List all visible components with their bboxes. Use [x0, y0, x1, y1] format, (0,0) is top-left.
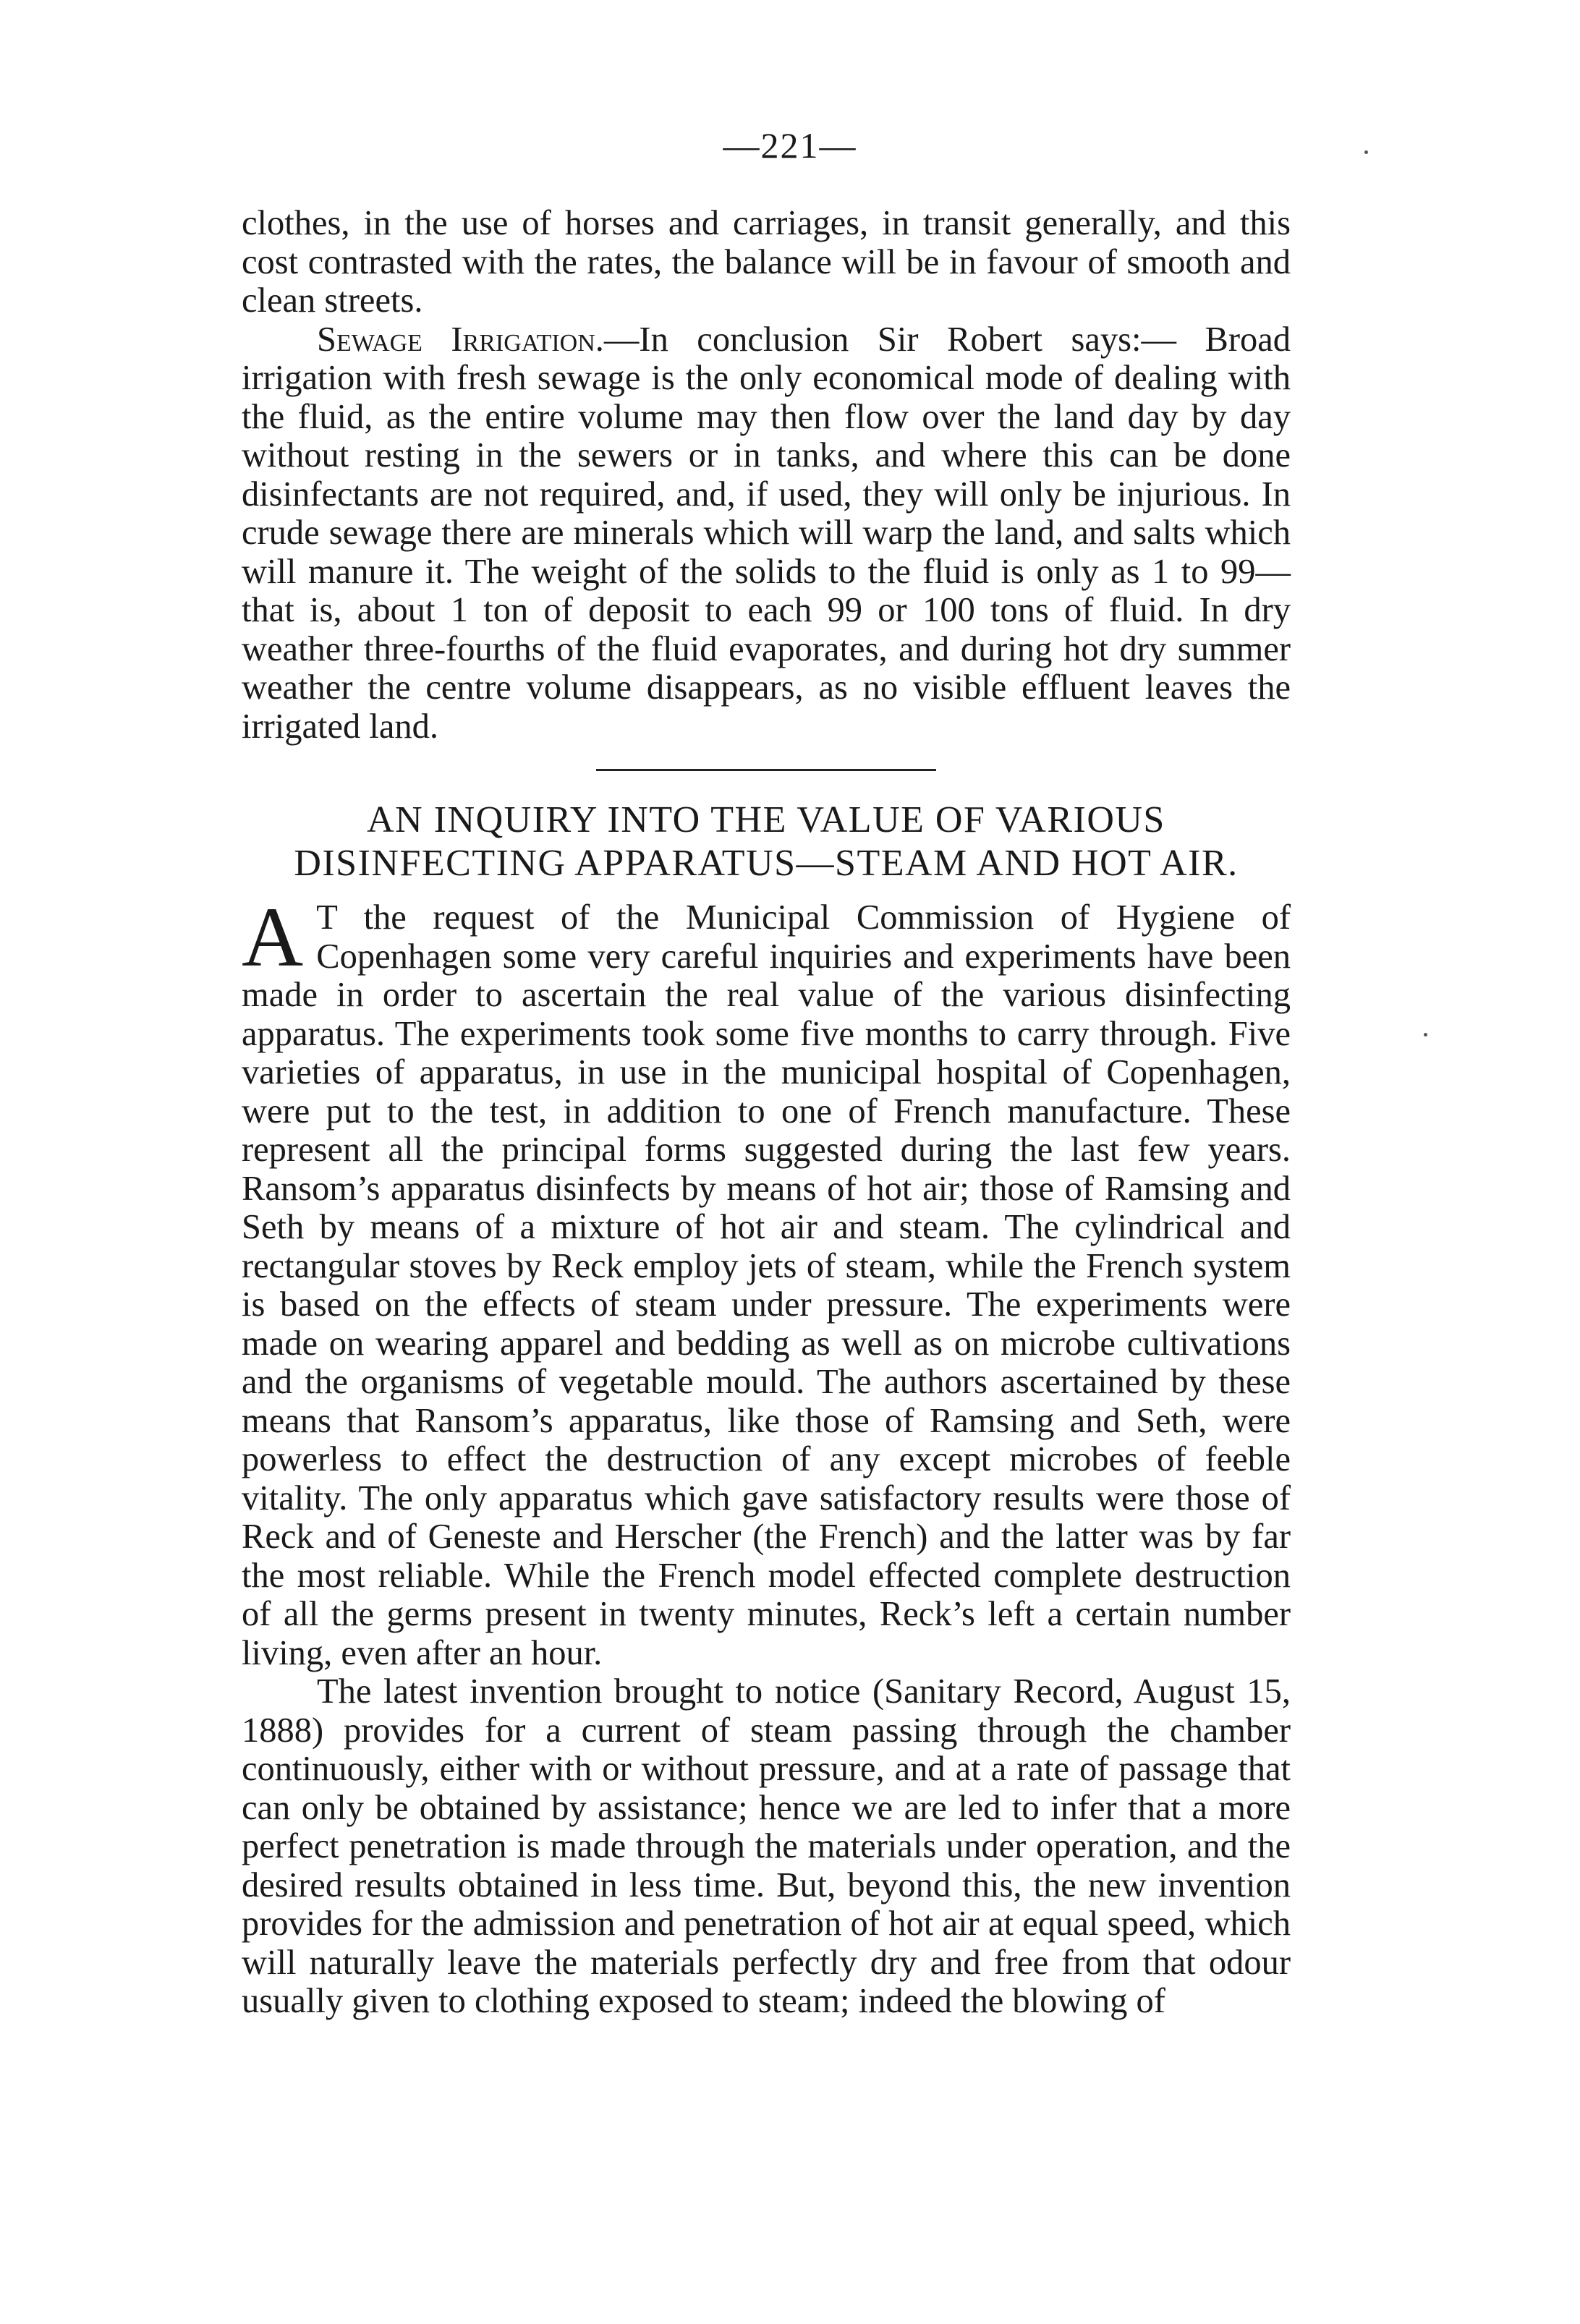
article-title: AN INQUIRY INTO THE VALUE OF VARIOUS DISINFECTING APPARATUS—STEAM AND HOT AIR.: [294, 799, 1239, 884]
article-paragraph-2: The latest invention brought to notice (Sanitary Record, August 15, 1888) provides for a current of steam passing through the chamber continuously, either with or without pressure, and at a rate of passage that can only be obtained by assistance; hence we are led to infer that a more perfect penetration is made through the materials under operation, and the desired results obtained in less time. But, beyond this, the new invention provides for the admission and penetration of hot air at equal speed, which will naturally leave the materials perfectly dry and free from that odour usually given to clothing exposed to steam; indeed the blowing of: [242, 1672, 1291, 2020]
scan-speck: [1424, 1033, 1427, 1037]
drop-cap: A: [242, 890, 304, 984]
scan-speck: [1364, 150, 1368, 154]
page-number: —221—: [723, 125, 857, 166]
text-column: [242, 204, 1291, 2021]
sewage-irrigation-text: —In conclusion Sir Robert says:— Broad irrigation with fresh sewage is the only economical mode of dealing with the fluid, as the entire volume may then flow over the land day by day without resting in the sewers or in tanks, and where this can be done disinfectants are not required, and, if used, they will only be injurious. In crude sewage there are minerals which will warp the land, and salts which will manure it. The weight of the solids to the fluid is only as 1 to 99—that is, about 1 ton of deposit to each 99 or 100 tons of fluid. In dry weather three-fourths of the fluid evaporates, and during hot dry summer weather the centre volume disappears, as no visible effluent leaves the irrigated land.: [242, 320, 1291, 746]
continuation-paragraph: clothes, in the use of horses and carriages, in transit generally, and this cost contrasted with the rates, the balance will be in favour of smooth and clean streets.: [242, 204, 1291, 320]
article-paragraph-1: [242, 890, 1291, 1672]
article-paragraph-1-text: T the request of the Municipal Commission of Hygiene of Copenhagen some very careful inquiries and experiments have been made in order to ascertain the real value of the various disinfecting apparatus. The experiments took some five months to carry through. Five varieties of apparatus, in use in the municipal hospital of Copenhagen, were put to the test, in addition to one of French manufacture. These represent all the principal forms suggested during the last few years. Ransom’s apparatus disinfects by means of hot air; those of Ramsing and Seth by means of a mixture of hot air and steam. The cylindrical and rectangular stoves by Reck employ jets of steam, while the French system is based on the effects of steam under pressure. The experiments were made on wearing apparel and bedding as well as on microbe cultivations and the organisms of vegetable mould. The authors ascertained by these means that Ransom’s apparatus, like those of Ramsing and Seth, were powerless to effect the destruction of any except microbes of feeble vitality. The only apparatus which gave satisfactory results were those of Reck and of Geneste and Herscher (the French) and the latter was by far the most reliable. While the French model effected complete destruction of all the germs present in twenty minutes, Reck’s left a certain number living, even after an hour.: [242, 898, 1291, 1672]
section-divider: [596, 769, 936, 771]
sewage-irrigation-paragraph: [242, 320, 1291, 746]
sewage-irrigation-heading: Sewage Irrigation.: [317, 320, 604, 359]
